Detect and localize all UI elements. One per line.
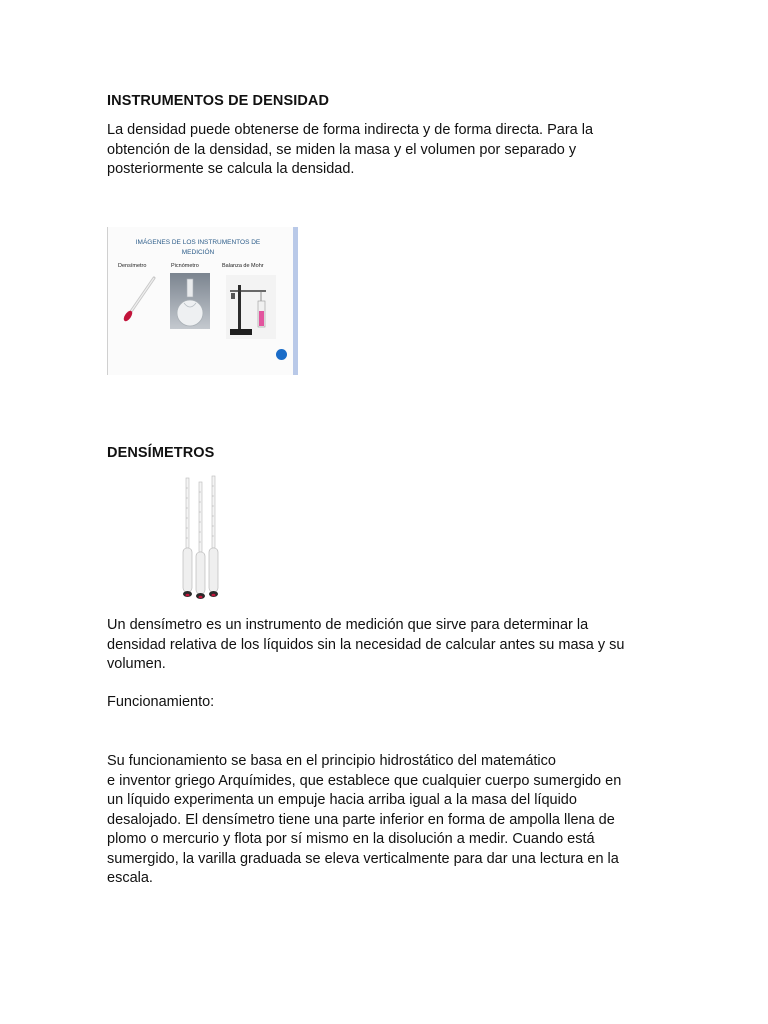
densimetros-heading: DENSÍMETROS (107, 445, 215, 461)
intro-line: posteriormente se calcula la densidad. (107, 161, 355, 177)
funcionamiento-line: sumergido, la varilla graduada se eleva verticalmente para dar una lectura en la (107, 850, 619, 867)
definition-line: volumen. (107, 656, 166, 672)
slide-label-densimetro: Densímetro (118, 263, 147, 269)
pycnometer-picture (170, 273, 210, 329)
slide-title-line: MEDICIÓN (181, 249, 215, 256)
densimeter-picture (116, 275, 158, 325)
mohr-balance-picture (226, 275, 276, 339)
slide-title (108, 238, 288, 258)
funcionamiento-label: Funcionamiento: (107, 694, 215, 710)
slide-title-line: IMÁGENES DE LOS INSTRUMENTOS DE (135, 239, 261, 246)
definition-line: densidad relativa de los líquidos sin la necesidad de calcular antes su masa y su (107, 636, 625, 653)
funcionamiento-line: un líquido experimenta un empuje hacia arriba igual a la masa del líquido (107, 792, 577, 808)
funcionamiento-line: escala. (107, 870, 153, 886)
instrumentos-heading: INSTRUMENTOS DE DENSIDAD (107, 93, 330, 109)
definition-paragraph (107, 616, 667, 675)
slide-label-balanza: Balanza de Mohr (222, 263, 264, 269)
intro-line: La densidad puede obtenerse de forma indirecta y de forma directa. Para la (107, 122, 594, 138)
slide-label-picnometro: Picnómetro (171, 263, 199, 269)
slide-side-bar (293, 227, 298, 375)
funcionamiento-line: plomo o mercurio y flota por sí mismo en la disolución a medir. Cuando está (107, 831, 595, 847)
definition-line: Un densímetro es un instrumento de medición que sirve para determinar la (107, 617, 589, 633)
instruments-slide-image (107, 227, 298, 375)
funcionamiento-line: desalojado. El densímetro tiene una parte inferior en forma de ampolla llena de (107, 811, 615, 828)
funcionamiento-paragraph (107, 752, 667, 889)
intro-line: obtención de la densidad, se miden la masa y el volumen por separado y (107, 141, 577, 158)
funcionamiento-line: Su funcionamiento se basa en el principio hidrostático del matemático (107, 753, 556, 769)
intro-paragraph (107, 121, 667, 180)
hydrometers-picture (180, 474, 224, 606)
slide-accent-dot (276, 349, 287, 360)
funcionamiento-line: e inventor griego Arquímides, que establece que cualquier cuerpo sumergido en (107, 772, 622, 789)
